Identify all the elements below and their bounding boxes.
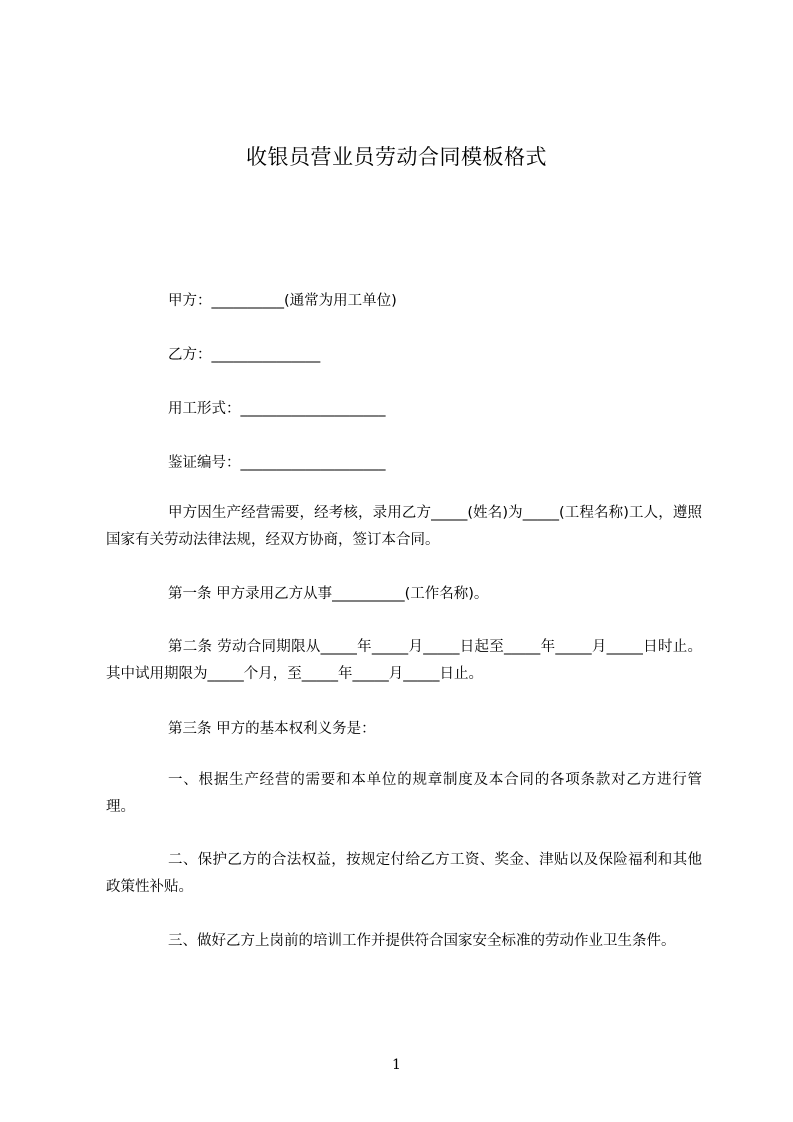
verification-number-field: 鉴证编号：____________________ (168, 455, 386, 471)
employment-form-field: 用工形式：____________________ (168, 401, 386, 417)
article-3-item-3: 三、做好乙方上岗前的培训工作并提供符合国家安全标准的劳动作业卫生条件。 (168, 933, 676, 949)
article-3-item-1: 一、根据生产经营的需要和本单位的规章制度及本合同的各项条款对乙方进行管理。 (106, 772, 702, 815)
intro-paragraph: 甲方因生产经营需要，经考核，录用乙方_____(姓名)为_____(工程名称)工人，遵照国家有关劳动法律法规，经双方协商，签订本合同。 (106, 505, 702, 548)
document-title: 收银员营业员劳动合同模板格式 (246, 145, 547, 169)
party-b-field: 乙方：_______________ (168, 347, 321, 363)
article-2: 第二条 劳动合同期限从_____年_____月_____日起至_____年_____月_____日时止。其中试用期限为_____个月，至_____年_____月_____日止。 (106, 639, 702, 682)
page-number: 1 (392, 1057, 401, 1073)
article-3-item-2: 二、保护乙方的合法权益，按规定付给乙方工资、奖金、津贴以及保险福利和其他政策性补贴。 (106, 852, 702, 895)
article-1: 第一条 甲方录用乙方从事__________(工作名称)。 (168, 586, 489, 602)
party-a-field: 甲方：__________(通常为用工单位) (168, 293, 397, 309)
article-3-heading: 第三条 甲方的基本权利义务是： (168, 721, 376, 737)
